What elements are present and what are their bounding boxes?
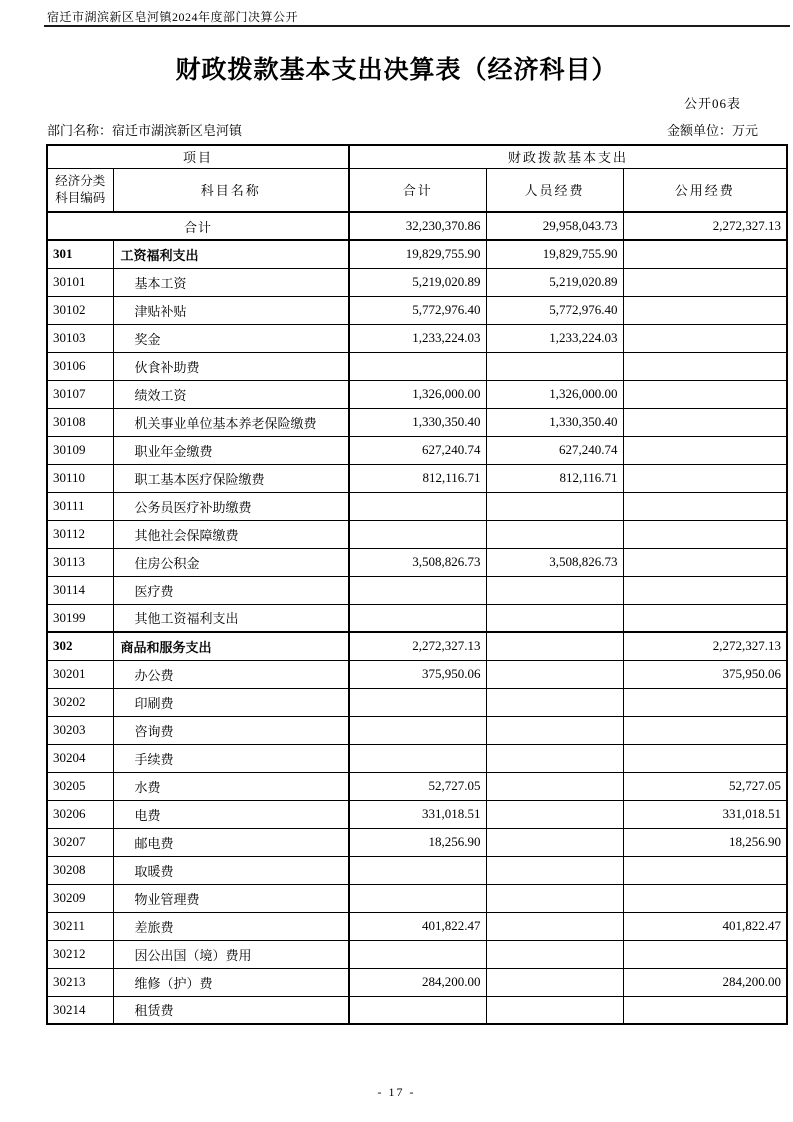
cell-name: 租赁费 — [113, 996, 349, 1024]
cell-code: 301 — [47, 240, 113, 268]
cell-public — [623, 408, 787, 436]
cell-personnel — [486, 632, 623, 660]
cell-total — [349, 884, 486, 912]
cell-public — [623, 996, 787, 1024]
cell-public: 52,727.05 — [623, 772, 787, 800]
col-header-code-line1: 经济分类 — [55, 173, 106, 188]
cell-personnel — [486, 716, 623, 744]
col-header-code — [47, 168, 113, 212]
cell-name: 职工基本医疗保险缴费 — [113, 464, 349, 492]
cell-name: 物业管理费 — [113, 884, 349, 912]
cell-name: 水费 — [113, 772, 349, 800]
cell-code: 30106 — [47, 352, 113, 380]
cell-public — [623, 268, 787, 296]
cell-personnel — [486, 352, 623, 380]
table-number: 公开06表 — [683, 96, 741, 111]
cell-public — [623, 352, 787, 380]
cell-name: 公务员医疗补助缴费 — [113, 492, 349, 520]
cell-name: 奖金 — [113, 324, 349, 352]
table-row — [47, 296, 787, 324]
table-body — [47, 212, 787, 1024]
cell-total: 18,256.90 — [349, 828, 486, 856]
cell-total: 331,018.51 — [349, 800, 486, 828]
table-row — [47, 912, 787, 940]
header-project-group: 项目 — [47, 145, 349, 168]
cell-name: 住房公积金 — [113, 548, 349, 576]
table-row — [47, 744, 787, 772]
cell-total — [349, 996, 486, 1024]
cell-personnel — [486, 912, 623, 940]
cell-code: 30211 — [47, 912, 113, 940]
table-header-group-row — [47, 145, 787, 168]
table-row — [47, 632, 787, 660]
cell-total: 375,950.06 — [349, 660, 486, 688]
cell-name: 维修（护）费 — [113, 968, 349, 996]
cell-public — [623, 548, 787, 576]
cell-code: 302 — [47, 632, 113, 660]
table-row — [47, 968, 787, 996]
cell-total: 401,822.47 — [349, 912, 486, 940]
cell-code: 30108 — [47, 408, 113, 436]
cell-public — [623, 520, 787, 548]
cell-total — [349, 604, 486, 632]
cell-public — [623, 688, 787, 716]
cell-public: 2,272,327.13 — [623, 212, 787, 240]
cell-personnel — [486, 968, 623, 996]
cell-code: 30107 — [47, 380, 113, 408]
cell-name: 基本工资 — [113, 268, 349, 296]
cell-name: 手续费 — [113, 744, 349, 772]
cell-public — [623, 940, 787, 968]
header-rule — [44, 25, 790, 27]
cell-name: 取暖费 — [113, 856, 349, 884]
table-row — [47, 324, 787, 352]
cell-code: 30208 — [47, 856, 113, 884]
cell-name: 电费 — [113, 800, 349, 828]
table-row — [47, 268, 787, 296]
cell-total: 1,330,350.40 — [349, 408, 486, 436]
cell-personnel — [486, 884, 623, 912]
col-header-code-line2: 科目编码 — [55, 190, 106, 205]
cell-personnel — [486, 744, 623, 772]
header-fiscal-expenditure-group: 财政拨款基本支出 — [349, 145, 787, 168]
expenditure-table — [46, 144, 788, 1025]
cell-code: 30209 — [47, 884, 113, 912]
cell-personnel — [486, 996, 623, 1024]
cell-name: 机关事业单位基本养老保险缴费 — [113, 408, 349, 436]
table-row — [47, 856, 787, 884]
cell-name: 邮电费 — [113, 828, 349, 856]
cell-code: 30214 — [47, 996, 113, 1024]
cell-personnel: 627,240.74 — [486, 436, 623, 464]
cell-code: 30113 — [47, 548, 113, 576]
cell-personnel — [486, 520, 623, 548]
cell-personnel: 19,829,755.90 — [486, 240, 623, 268]
table-row — [47, 212, 787, 240]
cell-public — [623, 240, 787, 268]
cell-code: 30110 — [47, 464, 113, 492]
cell-total — [349, 688, 486, 716]
cell-code: 30202 — [47, 688, 113, 716]
cell-name: 咨询费 — [113, 716, 349, 744]
cell-total: 52,727.05 — [349, 772, 486, 800]
table-row — [47, 576, 787, 604]
cell-name: 绩效工资 — [113, 380, 349, 408]
cell-public — [623, 744, 787, 772]
table-row — [47, 800, 787, 828]
cell-name: 津贴补贴 — [113, 296, 349, 324]
cell-code: 30111 — [47, 492, 113, 520]
table-row — [47, 520, 787, 548]
cell-public — [623, 884, 787, 912]
amount-unit: 金额单位：万元 — [666, 123, 758, 138]
cell-public: 284,200.00 — [623, 968, 787, 996]
cell-total: 2,272,327.13 — [349, 632, 486, 660]
cell-code: 30109 — [47, 436, 113, 464]
cell-total — [349, 856, 486, 884]
cell-total: 32,230,370.86 — [349, 212, 486, 240]
cell-public — [623, 296, 787, 324]
cell-public: 331,018.51 — [623, 800, 787, 828]
table-header-cols-row — [47, 168, 787, 212]
cell-public: 2,272,327.13 — [623, 632, 787, 660]
cell-code: 30204 — [47, 744, 113, 772]
cell-name: 商品和服务支出 — [113, 632, 349, 660]
cell-public — [623, 380, 787, 408]
cell-personnel: 5,219,020.89 — [486, 268, 623, 296]
table-row — [47, 352, 787, 380]
cell-personnel: 3,508,826.73 — [486, 548, 623, 576]
cell-name: 印刷费 — [113, 688, 349, 716]
cell-code: 30213 — [47, 968, 113, 996]
cell-total — [349, 940, 486, 968]
cell-name: 合计 — [47, 212, 349, 240]
table-row — [47, 464, 787, 492]
cell-personnel — [486, 660, 623, 688]
cell-total — [349, 716, 486, 744]
cell-public: 375,950.06 — [623, 660, 787, 688]
cell-code: 30206 — [47, 800, 113, 828]
table-row — [47, 436, 787, 464]
cell-name: 医疗费 — [113, 576, 349, 604]
cell-personnel — [486, 828, 623, 856]
cell-total — [349, 520, 486, 548]
cell-total: 19,829,755.90 — [349, 240, 486, 268]
table-row — [47, 492, 787, 520]
cell-code: 30102 — [47, 296, 113, 324]
cell-name: 办公费 — [113, 660, 349, 688]
cell-public — [623, 492, 787, 520]
table-row — [47, 240, 787, 268]
cell-code: 30199 — [47, 604, 113, 632]
cell-total: 1,326,000.00 — [349, 380, 486, 408]
cell-public — [623, 604, 787, 632]
table-row — [47, 380, 787, 408]
cell-code: 30207 — [47, 828, 113, 856]
cell-total: 5,219,020.89 — [349, 268, 486, 296]
cell-total — [349, 744, 486, 772]
cell-public — [623, 856, 787, 884]
cell-name: 伙食补助费 — [113, 352, 349, 380]
table-row — [47, 604, 787, 632]
cell-public: 18,256.90 — [623, 828, 787, 856]
table-row — [47, 940, 787, 968]
cell-personnel: 1,326,000.00 — [486, 380, 623, 408]
cell-name: 其他工资福利支出 — [113, 604, 349, 632]
cell-total: 627,240.74 — [349, 436, 486, 464]
cell-public — [623, 464, 787, 492]
cell-code: 30112 — [47, 520, 113, 548]
table-row — [47, 772, 787, 800]
cell-personnel — [486, 856, 623, 884]
cell-personnel: 1,233,224.03 — [486, 324, 623, 352]
table-row — [47, 884, 787, 912]
col-header-subject-name: 科目名称 — [113, 168, 349, 212]
cell-personnel: 29,958,043.73 — [486, 212, 623, 240]
cell-code: 30101 — [47, 268, 113, 296]
table-row — [47, 688, 787, 716]
cell-name: 其他社会保障缴费 — [113, 520, 349, 548]
cell-name: 差旅费 — [113, 912, 349, 940]
table-row — [47, 828, 787, 856]
cell-personnel — [486, 688, 623, 716]
cell-code: 30114 — [47, 576, 113, 604]
cell-public — [623, 324, 787, 352]
cell-public — [623, 436, 787, 464]
col-header-total: 合计 — [349, 168, 486, 212]
document-header-note: 宿迁市湖滨新区皂河镇2024年度部门决算公开 — [47, 10, 299, 24]
cell-public: 401,822.47 — [623, 912, 787, 940]
table-row — [47, 408, 787, 436]
cell-personnel — [486, 940, 623, 968]
col-header-personnel: 人员经费 — [486, 168, 623, 212]
table-row — [47, 548, 787, 576]
cell-total: 3,508,826.73 — [349, 548, 486, 576]
table-row — [47, 660, 787, 688]
cell-personnel — [486, 492, 623, 520]
col-header-public: 公用经费 — [623, 168, 787, 212]
department-name: 部门名称：宿迁市湖滨新区皂河镇 — [47, 123, 243, 138]
cell-total: 5,772,976.40 — [349, 296, 486, 324]
cell-personnel — [486, 576, 623, 604]
cell-public — [623, 576, 787, 604]
cell-total — [349, 352, 486, 380]
cell-name: 因公出国（境）费用 — [113, 940, 349, 968]
cell-total: 1,233,224.03 — [349, 324, 486, 352]
cell-name: 职业年金缴费 — [113, 436, 349, 464]
cell-code: 30212 — [47, 940, 113, 968]
cell-code: 30103 — [47, 324, 113, 352]
cell-personnel: 1,330,350.40 — [486, 408, 623, 436]
cell-personnel: 5,772,976.40 — [486, 296, 623, 324]
cell-name: 工资福利支出 — [113, 240, 349, 268]
cell-total: 284,200.00 — [349, 968, 486, 996]
page-number: - 17 - — [377, 1085, 416, 1099]
cell-code: 30203 — [47, 716, 113, 744]
cell-public — [623, 716, 787, 744]
cell-code: 30201 — [47, 660, 113, 688]
cell-personnel — [486, 604, 623, 632]
cell-total — [349, 492, 486, 520]
cell-personnel — [486, 800, 623, 828]
cell-total — [349, 576, 486, 604]
cell-personnel: 812,116.71 — [486, 464, 623, 492]
table-row — [47, 996, 787, 1024]
page-title: 财政拨款基本支出决算表（经济科目） — [175, 57, 618, 84]
table-row — [47, 716, 787, 744]
cell-code: 30205 — [47, 772, 113, 800]
cell-total: 812,116.71 — [349, 464, 486, 492]
cell-personnel — [486, 772, 623, 800]
